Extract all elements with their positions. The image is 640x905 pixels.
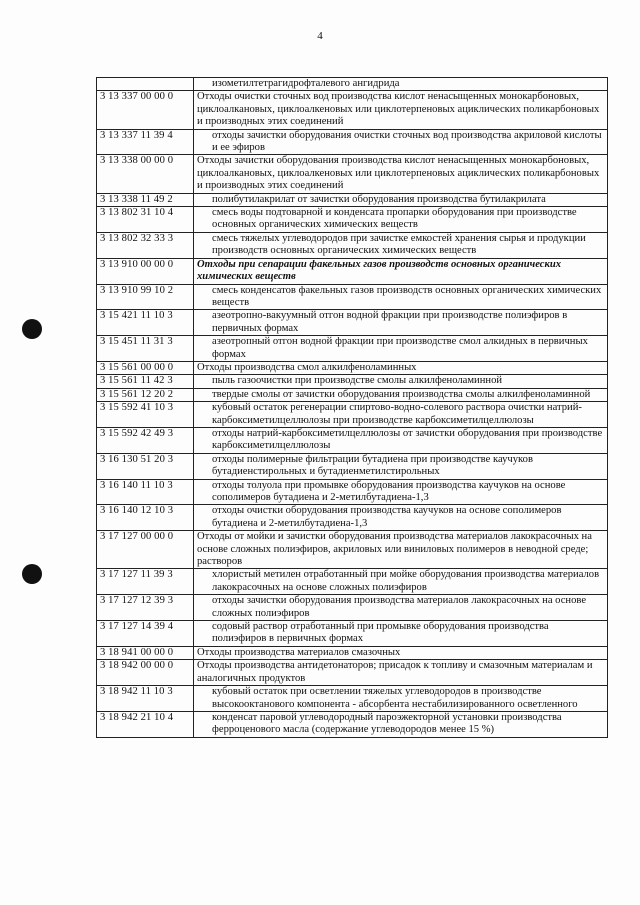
table-row: [97, 207, 608, 233]
table-row: [97, 595, 608, 621]
waste-description-cell: полибутилакрилат от зачистки оборудования производства бутилакрилата: [194, 193, 608, 206]
waste-code-cell: 3 17 127 14 39 4: [97, 621, 194, 647]
table-row: [97, 310, 608, 336]
waste-description-cell: азеотропно-вакуумный отгон водной фракции при производстве полиэфиров в первичных формах: [194, 310, 608, 336]
table-row: [97, 505, 608, 531]
waste-description-cell: смесь конденсатов факельных газов производств основных органических химических веществ: [194, 284, 608, 310]
punch-hole: [22, 319, 42, 339]
waste-code-cell: 3 15 561 11 42 3: [97, 375, 194, 388]
waste-code-cell: 3 18 941 00 00 0: [97, 646, 194, 659]
waste-code-cell: 3 13 338 00 00 0: [97, 155, 194, 193]
punch-hole: [22, 564, 42, 584]
table-row: [97, 361, 608, 374]
waste-description-cell: Отходы при сепарации факельных газов производств основных органических химических веществ: [194, 258, 608, 284]
waste-code-cell: 3 16 130 51 20 3: [97, 453, 194, 479]
waste-description-cell: отходы полимерные фильтрации бутадиена при производстве каучуков бутадиенстирольных и бутадиенметилстирольных: [194, 453, 608, 479]
waste-description-cell: содовый раствор отработанный при промывке оборудования производства полиэфиров в первичных формах: [194, 621, 608, 647]
waste-code-cell: 3 13 910 00 00 0: [97, 258, 194, 284]
waste-description-cell: Отходы от мойки и зачистки оборудования производства материалов лакокрасочных на основе сложных полиэфиров, акриловых или виниловых полимеров в неводной среде; растворов: [194, 531, 608, 569]
table-row: [97, 686, 608, 712]
table-row: [97, 569, 608, 595]
waste-description-cell: изометилтетрагидрофталевого ангидрида: [194, 78, 608, 91]
waste-code-cell: 3 13 802 31 10 4: [97, 207, 194, 233]
waste-code-cell: 3 15 561 12 20 2: [97, 388, 194, 401]
table-row: [97, 711, 608, 737]
waste-code-cell: 3 18 942 21 10 4: [97, 711, 194, 737]
waste-description-cell: Отходы производства антидетонаторов; присадок к топливу и смазочным материалам и аналогичных продуктов: [194, 660, 608, 686]
table-row: [97, 531, 608, 569]
waste-code-cell: 3 18 942 00 00 0: [97, 660, 194, 686]
table-row: [97, 402, 608, 428]
waste-code-cell: 3 18 942 11 10 3: [97, 686, 194, 712]
waste-code-cell: 3 13 338 11 49 2: [97, 193, 194, 206]
waste-code-cell: 3 13 337 11 39 4: [97, 129, 194, 155]
table-row: [97, 155, 608, 193]
waste-code-cell: 3 17 127 00 00 0: [97, 531, 194, 569]
table-row: [97, 129, 608, 155]
waste-code-cell: 3 15 451 11 31 3: [97, 336, 194, 362]
table-row: [97, 427, 608, 453]
waste-code-cell: 3 13 910 99 10 2: [97, 284, 194, 310]
waste-description-cell: Отходы производства материалов смазочных: [194, 646, 608, 659]
table-row: [97, 375, 608, 388]
table-row: [97, 284, 608, 310]
waste-description-cell: отходы зачистки оборудования очистки сточных вод производства акриловой кислоты и ее эфиров: [194, 129, 608, 155]
waste-code-cell: 3 15 592 41 10 3: [97, 402, 194, 428]
table-row: [97, 621, 608, 647]
waste-description-cell: пыль газоочистки при производстве смолы алкилфеноламинной: [194, 375, 608, 388]
waste-description-cell: конденсат паровой углеводородный пароэжекторной установки производства ферроценового масла (содержание углеводородов менее 15 %): [194, 711, 608, 737]
waste-code-cell: [97, 78, 194, 91]
table-row: [97, 91, 608, 129]
waste-code-cell: 3 16 140 12 10 3: [97, 505, 194, 531]
waste-description-cell: смесь тяжелых углеводородов при зачистке емкостей хранения сырья и продукции производств основных органических химических веществ: [194, 232, 608, 258]
waste-description-cell: отходы очистки оборудования производства каучуков на основе сополимеров бутадиена и 2-метилбутадиена-1,3: [194, 505, 608, 531]
waste-code-cell: 3 13 802 32 33 3: [97, 232, 194, 258]
waste-description-cell: твердые смолы от зачистки оборудования производства смолы алкилфеноламинной: [194, 388, 608, 401]
waste-description-cell: кубовый остаток при осветлении тяжелых углеводородов в производстве высокооктанового компонента - абсорбента нестабилизированного осветленного: [194, 686, 608, 712]
page-number: 4: [317, 30, 323, 42]
table-row: [97, 479, 608, 505]
table-row: [97, 453, 608, 479]
waste-code-cell: 3 17 127 11 39 3: [97, 569, 194, 595]
table-row: [97, 78, 608, 91]
table-row: [97, 232, 608, 258]
table-row: [97, 646, 608, 659]
waste-code-cell: 3 15 592 42 49 3: [97, 427, 194, 453]
table-row: [97, 336, 608, 362]
waste-description-cell: кубовый остаток регенерации спиртово-водно-солевого раствора очистки натрий-карбоксиметилцеллюлозы при производстве карбоксиметилцеллюлозы: [194, 402, 608, 428]
waste-description-cell: Отходы зачистки оборудования производства кислот ненасыщенных монокарбоновых, циклоалкановых, циклоалкеновых или циклотерпеновых ациклических поликарбоновых и производных этих соединений: [194, 155, 608, 193]
table-row: [97, 388, 608, 401]
waste-description-cell: смесь воды подтоварной и конденсата пропарки оборудования при производстве основных органических химических веществ: [194, 207, 608, 233]
waste-description-cell: отходы зачистки оборудования производства материалов лакокрасочных на основе сложных полиэфиров: [194, 595, 608, 621]
table-row: [97, 258, 608, 284]
waste-code-cell: 3 16 140 11 10 3: [97, 479, 194, 505]
waste-description-cell: Отходы очистки сточных вод производства кислот ненасыщенных монокарбоновых, циклоалкановых, циклоалкеновых или циклотерпеновых ациклических поликарбоновых и производных этих соединений: [194, 91, 608, 129]
table-row: [97, 660, 608, 686]
waste-code-cell: 3 13 337 00 00 0: [97, 91, 194, 129]
waste-code-cell: 3 15 421 11 10 3: [97, 310, 194, 336]
waste-description-cell: хлористый метилен отработанный при мойке оборудования производства материалов лакокрасочных на основе сложных полиэфиров: [194, 569, 608, 595]
waste-code-table: [96, 77, 608, 738]
table-row: [97, 193, 608, 206]
waste-description-cell: азеотропный отгон водной фракции при производстве смол алкидных в первичных формах: [194, 336, 608, 362]
waste-description-cell: Отходы производства смол алкилфеноламинных: [194, 361, 608, 374]
waste-code-cell: 3 15 561 00 00 0: [97, 361, 194, 374]
waste-description-cell: отходы натрий-карбоксиметилцеллюлозы от зачистки оборудования при производстве карбоксиметилцеллюлозы: [194, 427, 608, 453]
waste-description-cell: отходы толуола при промывке оборудования производства каучуков на основе сополимеров бутадиена и 2-метилбутадиена-1,3: [194, 479, 608, 505]
waste-code-cell: 3 17 127 12 39 3: [97, 595, 194, 621]
